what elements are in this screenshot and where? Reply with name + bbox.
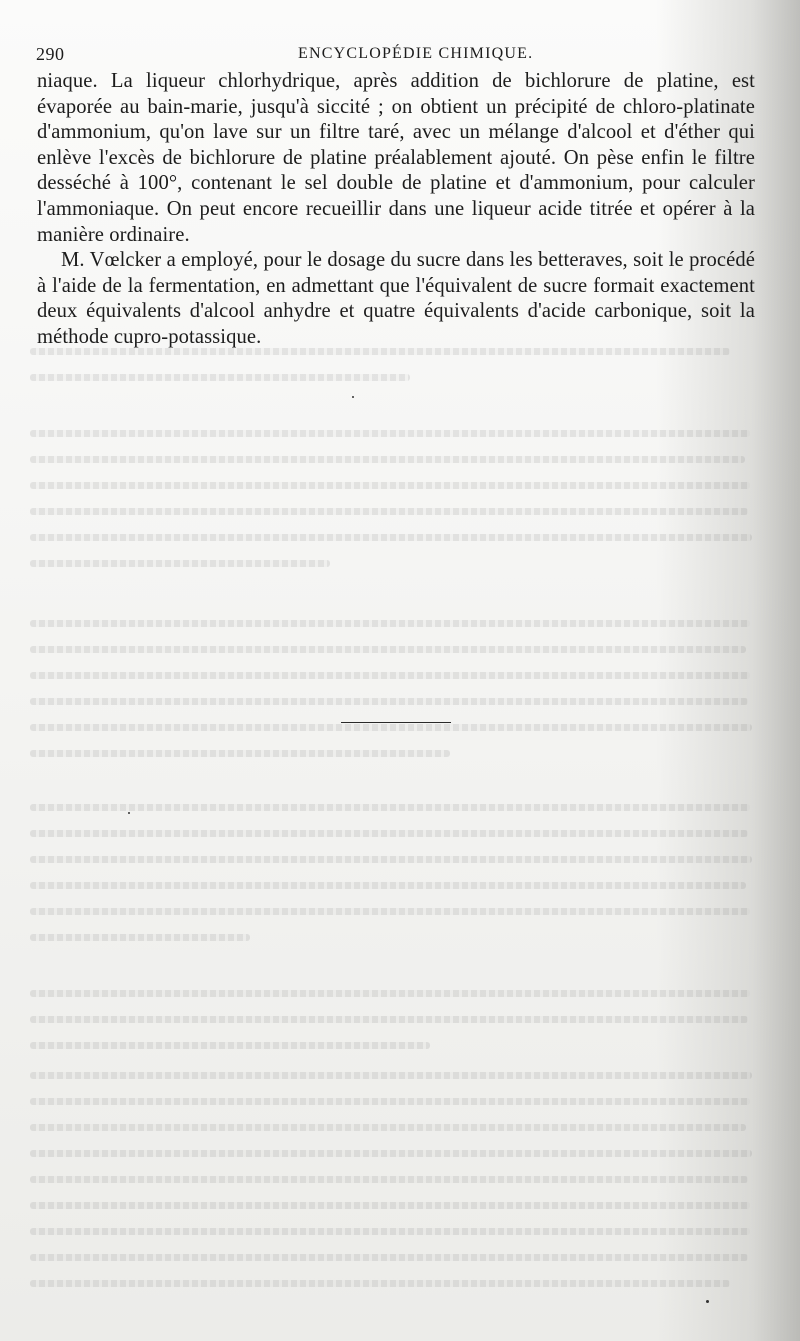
paper-speck [128,812,130,814]
page-number: 290 [36,44,65,64]
bleed-through-text [30,330,790,1330]
paragraph: M. Vœlcker a employé, pour le dosage du sucre dans les betteraves, soit le procédé à l'aide de la fermentation, en admettant que l'équivalent de sucre formait exactement deux équivalents d'alcool anhydre et quatre équivalents d'acide carbonique, soit la méthode cupro-potassique. [37,249,755,348]
paper-speck [352,396,354,398]
body-text [37,69,755,351]
section-divider [341,722,451,723]
page-header [36,44,756,68]
paragraph: niaque. La liqueur chlorhydrique, après addition de bichlorure de platine, est évaporée au bain-marie, jusqu'à siccité ; on obtient un précipité de chloro-platinate d'ammonium, qu'on lave sur un filtre taré, avec un mélange d'alcool et d'éther qui enlève l'excès de bichlorure de platine préalablement ajouté. On pèse enfin le filtre desséché à 100°, contenant le sel double de platine et d'ammonium, pour calculer l'ammoniaque. On peut encore recueillir dans une liqueur acide titrée et opérer à la manière ordinaire. [37,70,755,246]
running-head: ENCYCLOPÉDIE CHIMIQUE. [298,45,534,62]
paper-speck [706,1300,709,1303]
